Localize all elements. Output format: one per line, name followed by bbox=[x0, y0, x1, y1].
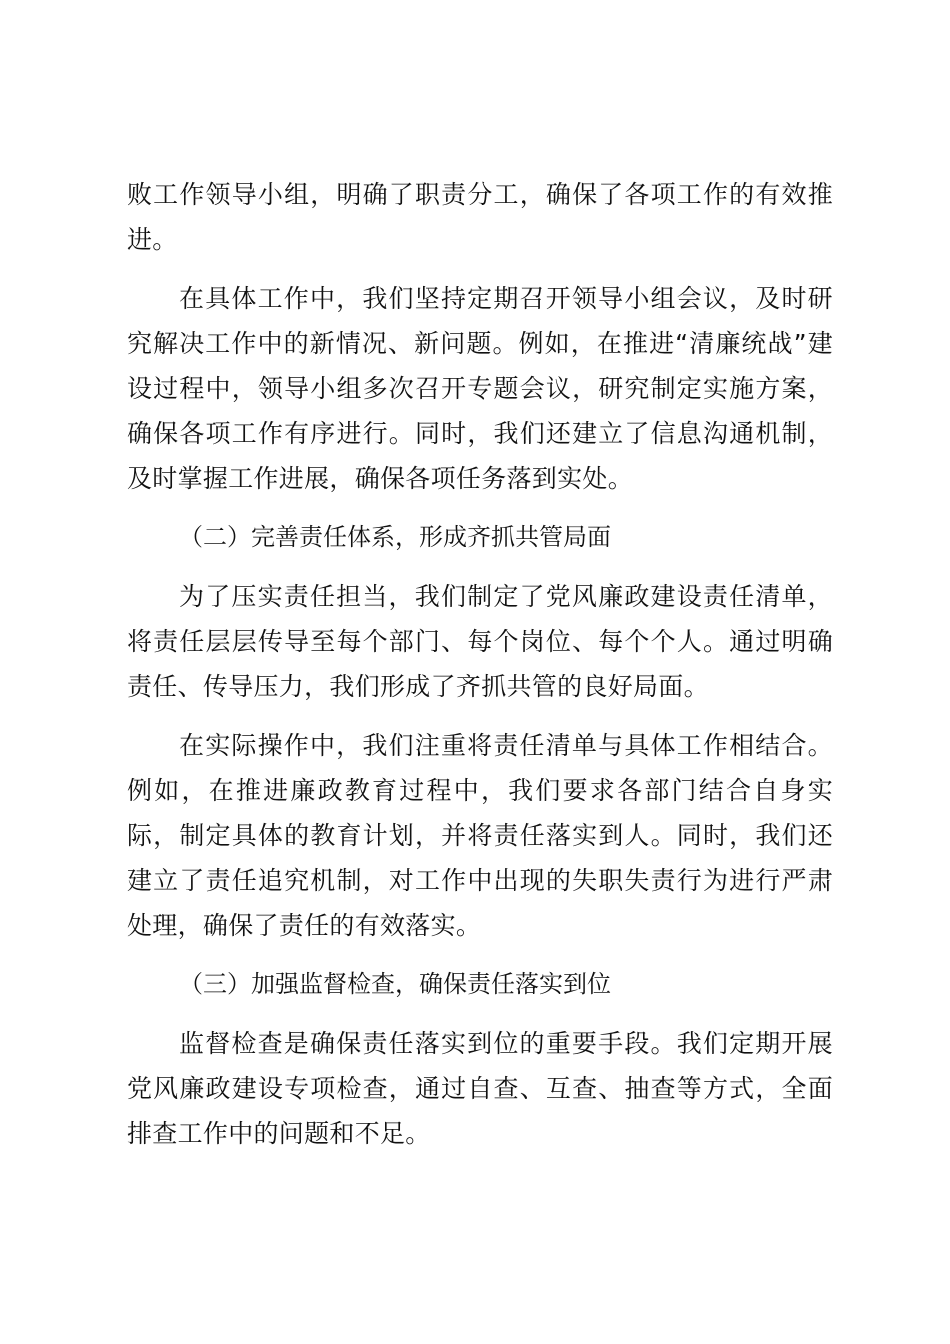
paragraph-practical-operation: 在实际操作中，我们注重将责任清单与具体工作相结合。例如，在推进廉政教育过程中，我们要求各部门结合自身实际，制定具体的教育计划，并将责任落实到人。同时，我们还建立了责任追究机制，对工作中出现的失职失责行为进行严肃处理，确保了责任的有效落实。 bbox=[127, 731, 833, 940]
paragraph-responsibility-list: 为了压实责任担当，我们制定了党风廉政建设责任清单，将责任层层传导至每个部门、每个岗位、每个个人。通过明确责任、传导压力，我们形成了齐抓共管的良好局面。 bbox=[127, 582, 833, 701]
document-page bbox=[127, 172, 833, 1156]
paragraph-regular-meetings: 在具体工作中，我们坚持定期召开领导小组会议，及时研究解决工作中的新情况、新问题。例如，在推进“清廉统战”建设过程中，领导小组多次召开专题会议，研究制定实施方案，确保各项工作有序进行。同时，我们还建立了信息沟通机制，及时掌握工作进展，确保各项任务落到实处。 bbox=[127, 284, 833, 493]
section-heading-two: （二）完善责任体系，形成齐抓共管局面 bbox=[179, 523, 611, 551]
paragraph-supervision: 监督检查是确保责任落实到位的重要手段。我们定期开展党风廉政建设专项检查，通过自查、互查、抽查等方式，全面排查工作中的问题和不足。 bbox=[127, 1029, 833, 1148]
section-heading-three: （三）加强监督检查，确保责任落实到位 bbox=[179, 970, 611, 998]
paragraph-continuation: 败工作领导小组，明确了职责分工，确保了各项工作的有效推进。 bbox=[127, 180, 833, 254]
